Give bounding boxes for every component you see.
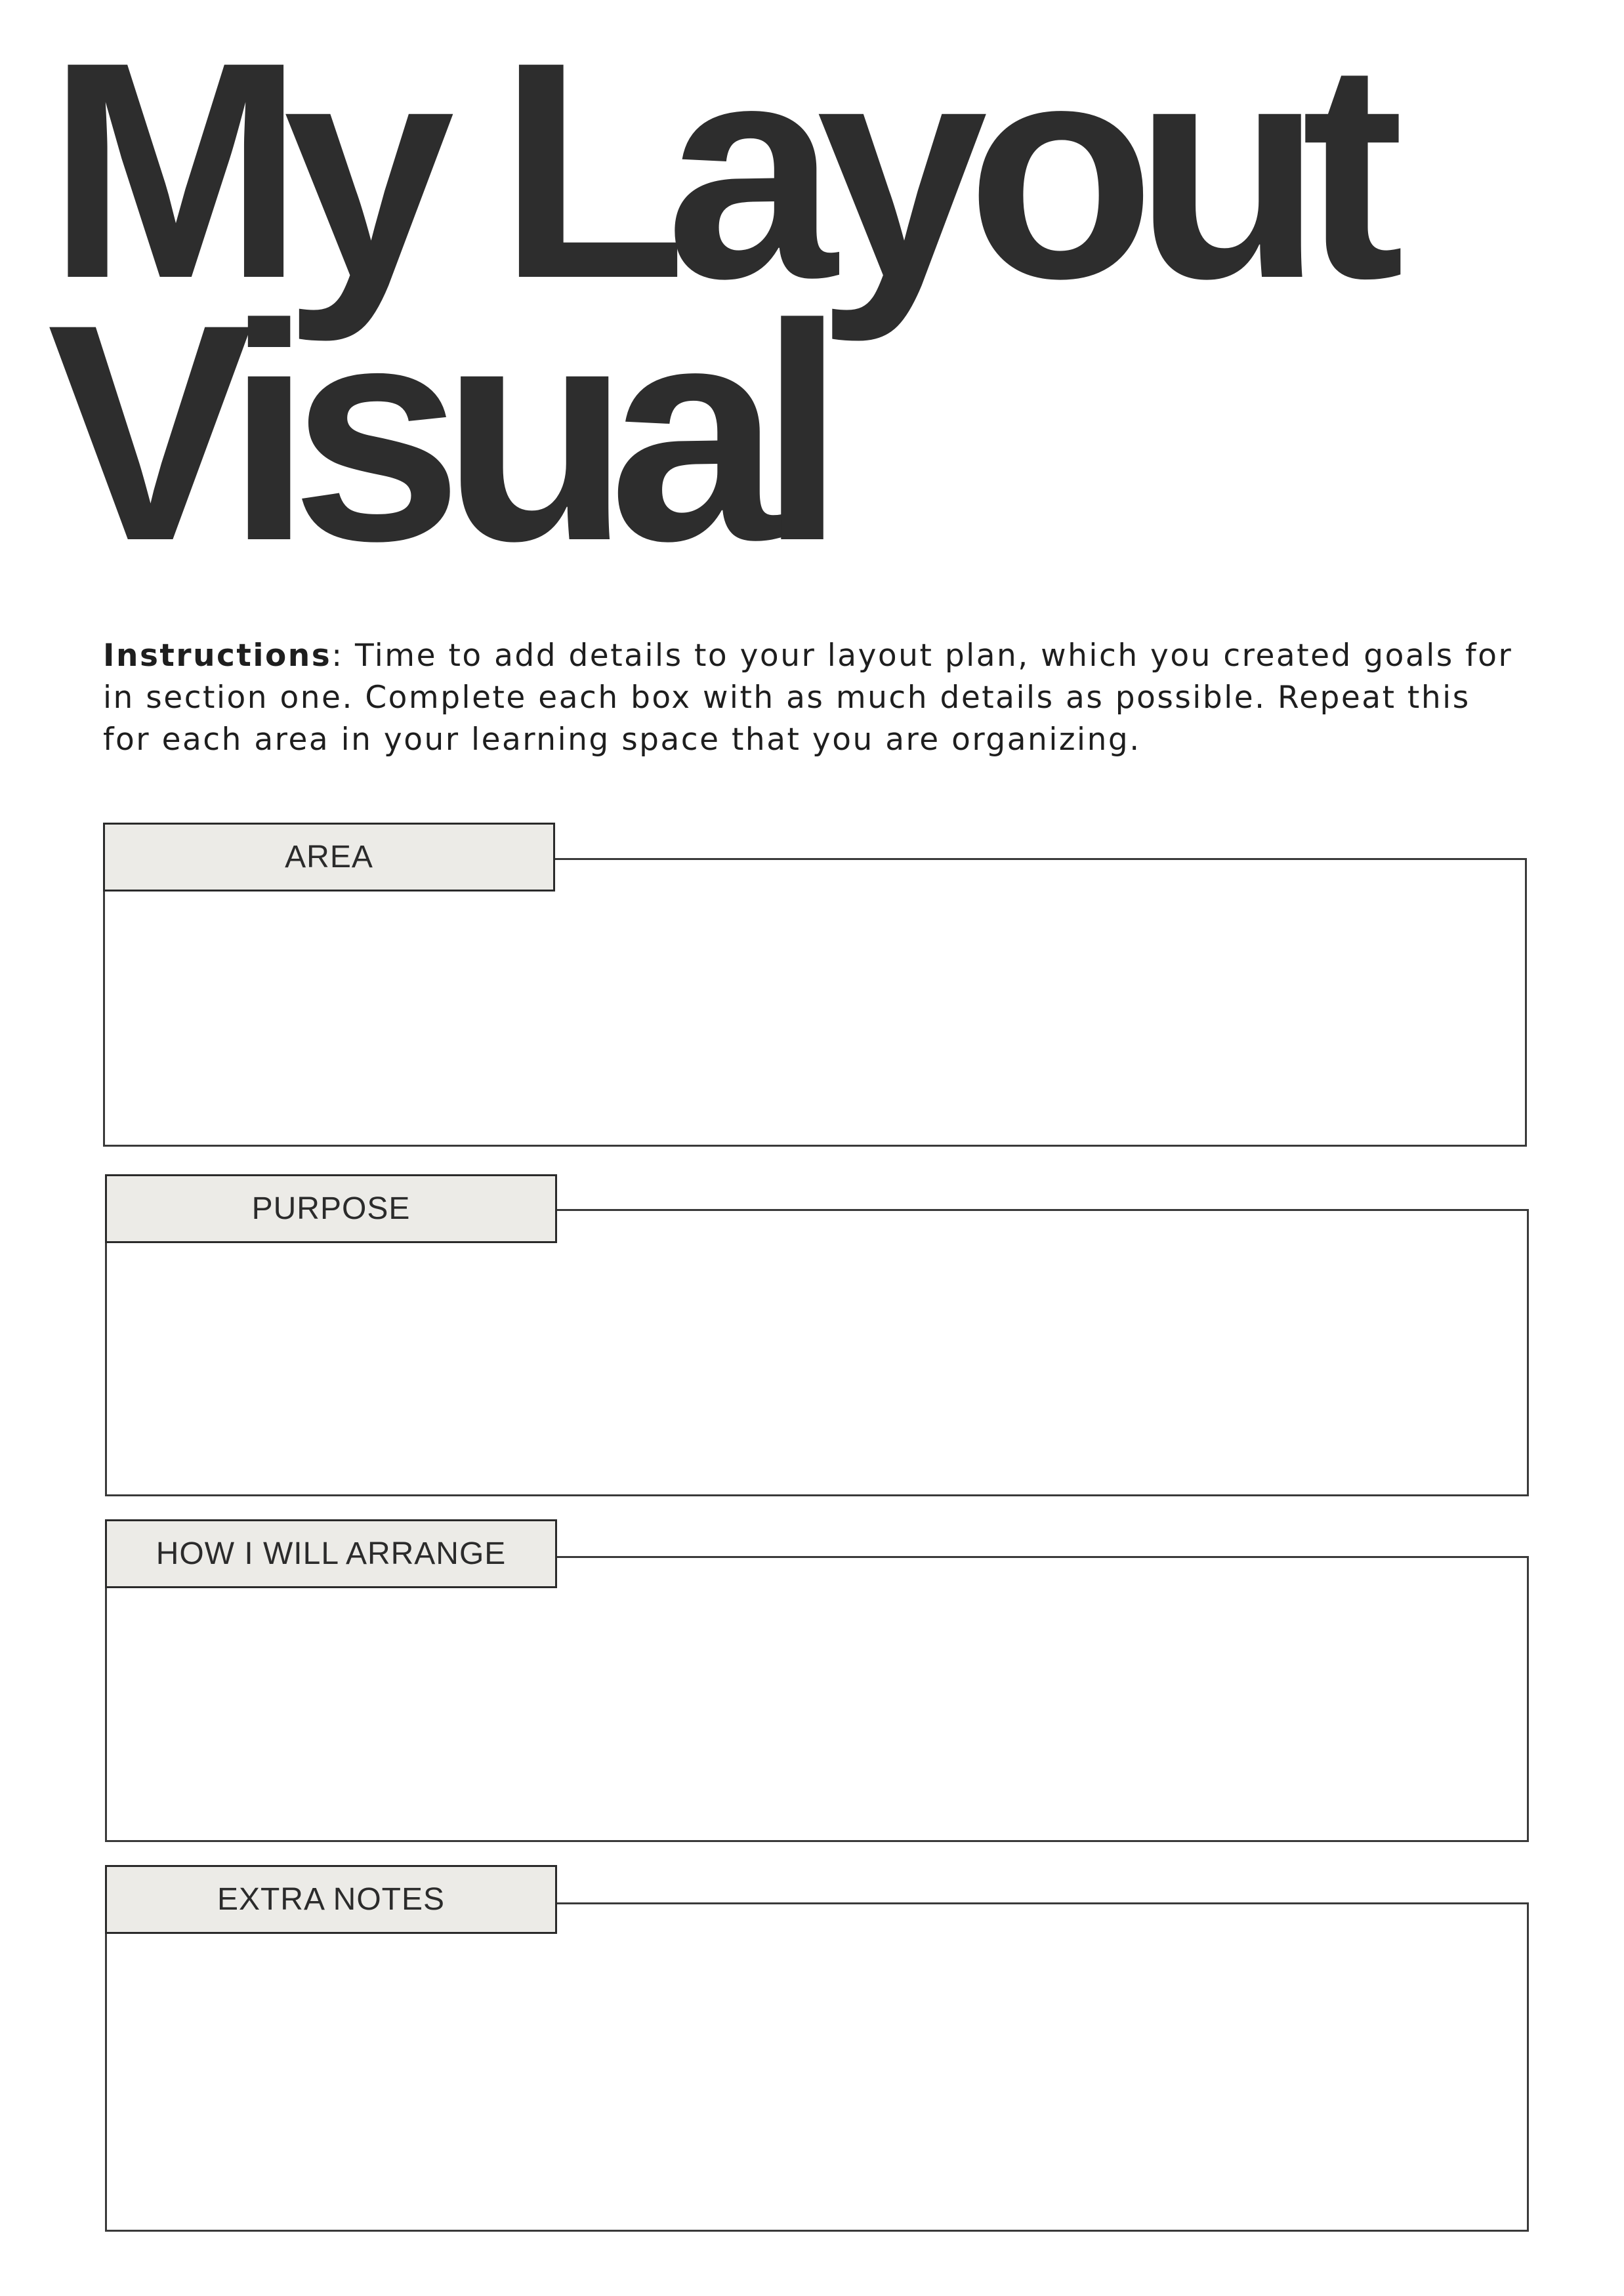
page-title [47,0,1384,605]
arrange-label: HOW I WILL ARRANGE [105,1519,557,1588]
instructions-paragraph [103,635,1514,761]
arrange-writing-box[interactable] [105,1556,1529,1842]
extra-notes-writing-box[interactable] [105,1902,1529,2232]
title-line-2: Visual [47,260,825,605]
purpose-label: PURPOSE [105,1174,557,1243]
instructions-lead: Instructions [103,638,332,674]
instructions-body: : Time to add details to your layout plan, which you created goals for in section one. Complete each box with as much details as possible. Repeat this for each area in your learning space that you are organizing. [103,638,1513,758]
extra-notes-label: EXTRA NOTES [105,1865,557,1934]
area-writing-box[interactable] [103,858,1527,1147]
purpose-writing-box[interactable] [105,1209,1529,1496]
title-line-1: My Layout [47,0,1384,342]
area-label: AREA [103,823,555,892]
